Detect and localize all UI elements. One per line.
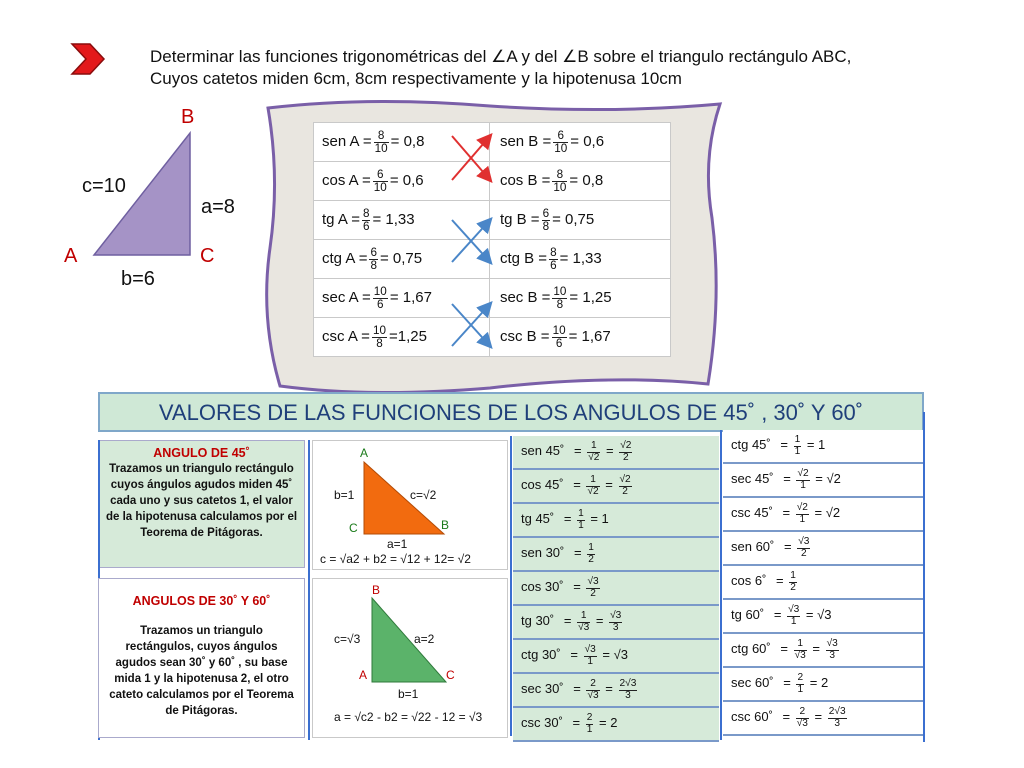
value-cell: tg 60˚ = $\frac{√3}{1}$ = √3 (723, 599, 923, 633)
value-cell: sec 45˚ = $\frac{√2}{1}$ = √2 (723, 463, 923, 497)
note-45-box (98, 440, 305, 568)
angle-a-cell: ctg A = $\frac{6}{8}$ = 0,75 (314, 240, 490, 279)
problem-line-2: Cuyos catetos miden 6cm, 8cm respectivamente y la hipotenusa 10cm (150, 69, 682, 88)
value-cell: cos 45˚ = $\frac{1}{√2}$ = $\frac{√2}{2}$ (513, 469, 719, 503)
value-cell: cos 6˚ = $\frac{1}{2}$ (723, 565, 923, 599)
value-row (513, 503, 719, 537)
value-row (513, 707, 719, 741)
tri45-vertex-b: B (441, 518, 450, 532)
value-cell: tg 45˚ = $\frac{1}{1}$ = 1 (513, 503, 719, 537)
tri45-formula: c = √a2 + b2 = √12 + 12= √2 (320, 552, 471, 566)
value-cell: csc 30˚ = $\frac{2}{1}$ = 2 (513, 707, 719, 741)
divider-left-notes (308, 440, 310, 740)
tri3060-formula: a = √c2 - b2 = √22 - 12 = √3 (334, 710, 483, 724)
value-row (723, 532, 923, 565)
col-30 (513, 538, 719, 742)
tri3060-vertex-a: A (359, 668, 368, 682)
side-c-label: c=10 (82, 175, 126, 197)
crossing-arrows (440, 128, 500, 358)
divider-mid-2 (720, 430, 722, 740)
angle-b-cell: cos B = $\frac{8}{10}$ = 0,8 (489, 162, 670, 201)
divider-right (923, 412, 925, 742)
value-cell: ctg 30˚ = $\frac{√3}{1}$ = √3 (513, 639, 719, 673)
tri3060-vertex-b: B (372, 583, 381, 597)
value-row (723, 565, 923, 599)
value-cell: ctg 45˚ = $\frac{1}{1}$ = 1 (723, 430, 923, 463)
angle-a-cell: cos A = $\frac{6}{10}$ = 0,6 (314, 162, 490, 201)
side-a-label: a=8 (201, 196, 235, 218)
tri45-vertex-a: A (360, 446, 369, 460)
col-60 (723, 532, 923, 736)
problem-line-1: Determinar las funciones trigonométricas del ∠A y del ∠B sobre el triangulo rectángulo ABC, (150, 47, 852, 66)
vertex-c-label: C (200, 245, 215, 267)
tri3060-side-b: b=1 (398, 687, 419, 701)
col-45-b (723, 430, 923, 532)
angle-a-cell: tg A = $\frac{8}{6}$ = 1,33 (314, 201, 490, 240)
angle-b-cell: sen B = $\frac{6}{10}$ = 0,6 (489, 123, 670, 162)
section-banner: VALORES DE LAS FUNCIONES DE LOS ANGULOS DE 45˚ , 30˚ Y 60˚ (98, 392, 924, 432)
tri3060-side-a: a=2 (414, 632, 435, 646)
tri3060-shape (370, 596, 450, 686)
value-cell: csc 60˚ = $\frac{2}{√3}$ = $\frac{2√3}{3}$ (723, 701, 923, 735)
angle-a-cell: sec A = $\frac{10}{6}$ = 1,67 (314, 279, 490, 318)
value-row (723, 701, 923, 735)
angle-b-cell: tg B = $\frac{6}{8}$ = 0,75 (489, 201, 670, 240)
value-row (513, 436, 719, 469)
value-cell: tg 30˚ = $\frac{1}{√3}$ = $\frac{√3}{3}$ (513, 605, 719, 639)
value-cell: sen 60˚ = $\frac{√3}{2}$ (723, 532, 923, 565)
note-45-heading: ANGULO DE 45˚ (153, 446, 250, 460)
note-3060-heading: ANGULOS DE 30˚ Y 60˚ (132, 594, 271, 608)
note-3060-body: Trazamos un triangulo rectángulos, cuyos ángulos agudos sean 30˚ y 60˚ , su base mida 1 y la hipotenusa 2, el otro cateto calculamos por el Teorema de Pitágoras. (109, 625, 294, 717)
problem-statement (150, 46, 1010, 90)
value-cell: ctg 60˚ = $\frac{1}{√3}$ = $\frac{√3}{3}$ (723, 633, 923, 667)
value-cell: sen 45˚ = $\frac{1}{√2}$ = $\frac{√2}{2}$ (513, 436, 719, 469)
value-row (723, 599, 923, 633)
col-45-a (513, 436, 719, 538)
tri45-side-b: b=1 (334, 488, 355, 502)
value-cell: csc 45˚ = $\frac{√2}{1}$ = √2 (723, 497, 923, 531)
value-cell: sec 30˚ = $\frac{2}{√3}$ = $\frac{2√3}{3}$ (513, 673, 719, 707)
divider-mid-1 (510, 436, 512, 736)
note-45-body: Trazamos un triangulo rectángulo cuyos ángulos agudos miden 45˚ cada uno y sus catetos 1, el valor de la hipotenusa calculamos por el Teorema de Pitágoras. (105, 463, 298, 539)
angle-a-cell: sen A = $\frac{8}{10}$ = 0,8 (314, 123, 490, 162)
value-row (723, 667, 923, 701)
tri3060-side-c: c=√3 (334, 632, 361, 646)
value-row (723, 497, 923, 531)
note-3060-box (98, 578, 305, 738)
value-cell: sec 60˚ = $\frac{2}{1}$ = 2 (723, 667, 923, 701)
value-row (513, 605, 719, 639)
value-cell: cos 30˚ = $\frac{√3}{2}$ (513, 571, 719, 605)
tri45-vertex-c: C (349, 521, 358, 535)
value-row (513, 538, 719, 571)
value-row (513, 469, 719, 503)
angle-a-cell: csc A = $\frac{10}{8}$ =1,25 (314, 318, 490, 357)
angle-b-cell: sec B = $\frac{10}{8}$ = 1,25 (489, 279, 670, 318)
side-b-label: b=6 (121, 268, 155, 290)
angle-b-cell: ctg B = $\frac{8}{6}$ = 1,33 (489, 240, 670, 279)
value-row (723, 430, 923, 463)
vertex-a-label: A (64, 245, 78, 267)
value-row (723, 463, 923, 497)
angle-b-cell: csc B = $\frac{10}{6}$ = 1,67 (489, 318, 670, 357)
tri45-side-c: c=√2 (410, 488, 437, 502)
value-row (723, 633, 923, 667)
value-row (513, 571, 719, 605)
tri45-side-a: a=1 (387, 537, 408, 551)
value-row (513, 673, 719, 707)
tri3060-vertex-c: C (446, 668, 455, 682)
chevron-bullet-icon (68, 42, 108, 76)
vertex-b-label: B (181, 106, 195, 128)
value-row (513, 639, 719, 673)
value-cell: sen 30˚ = $\frac{1}{2}$ (513, 538, 719, 571)
